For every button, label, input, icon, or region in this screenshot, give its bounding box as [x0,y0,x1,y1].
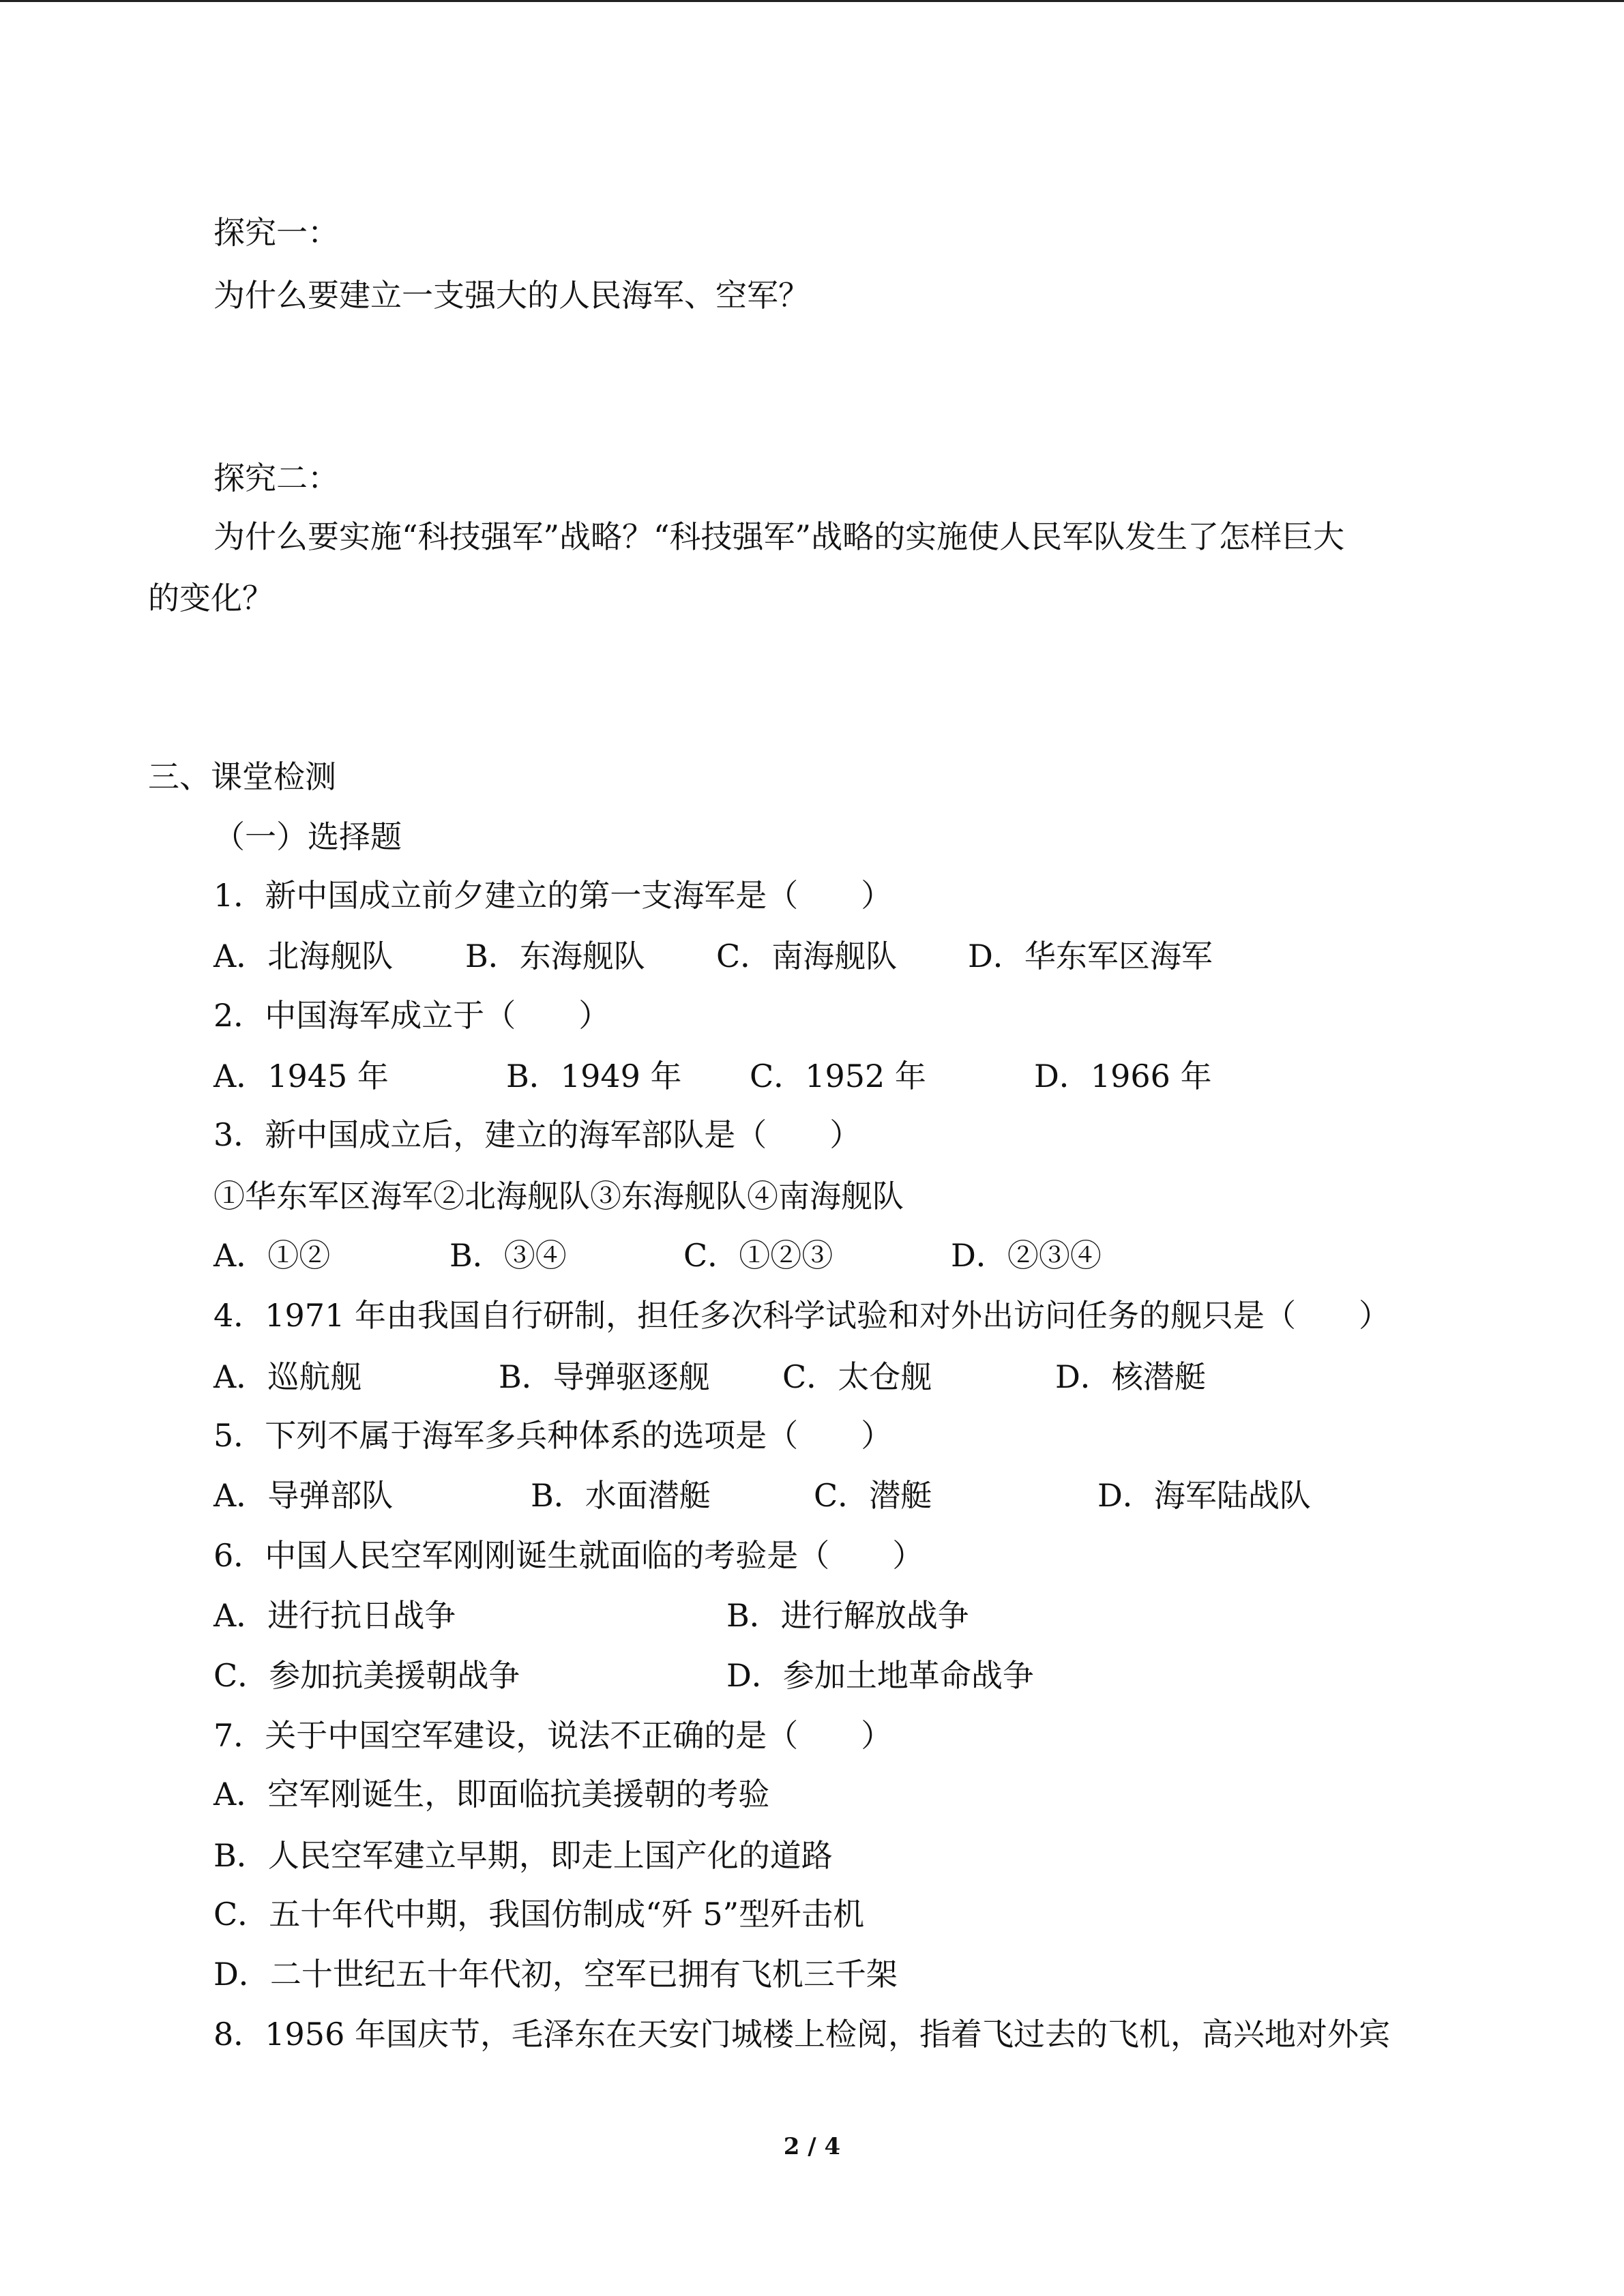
question-7-option-a: A．空军刚诞生，即面临抗美援朝的考验 [213,1776,770,1813]
question-6-options-row2 [213,1656,1373,1695]
question-1-option-c: C．南海舰队 [716,938,898,974]
question-6-stem: 6．中国人民空军刚刚诞生就面临的考验是（ ） [213,1537,924,1574]
question-3-options [213,1236,1373,1274]
inquiry-2-question-line2: 的变化？ [148,580,274,616]
page-top-border [0,0,1624,2]
question-4-options [213,1358,1373,1396]
question-3-note: ①华东军区海军②北海舰队③东海舰队④南海舰队 [213,1178,904,1214]
inquiry-2-title: 探究二： [213,460,339,496]
question-4-option-c: C．太仓舰 [782,1358,932,1395]
question-2-option-b: B．1949 年 [506,1058,682,1094]
question-2-option-c: C．1952 年 [750,1058,926,1094]
question-3-option-a: A．①② [213,1237,331,1274]
question-5-option-d: D．海军陆战队 [1097,1477,1311,1514]
question-1-options [213,937,1373,975]
inquiry-1-title: 探究一： [213,214,339,251]
section-heading: 三、课堂检测 [148,758,336,795]
inquiry-1-question: 为什么要建立一支强大的人民海军、空军？ [213,277,810,314]
question-4-option-a: A．巡航舰 [213,1358,362,1395]
question-5-option-c: C．潜艇 [814,1477,932,1514]
question-3-stem: 3．新中国成立后，建立的海军部队是（ ） [213,1116,861,1153]
question-4-option-b: B．导弹驱逐舰 [499,1358,710,1395]
question-5-stem: 5．下列不属于海军多兵种体系的选项是（ ） [213,1417,893,1454]
question-2-stem: 2．中国海军成立于（ ） [213,997,610,1034]
question-1-option-d: D．华东军区海军 [968,938,1213,974]
question-5-option-a: A．导弹部队 [213,1477,394,1514]
question-5-options [213,1476,1373,1515]
question-1-option-a: A．北海舰队 [213,938,394,974]
question-2-options [213,1057,1373,1095]
question-6-option-b: B．进行解放战争 [726,1597,969,1634]
question-4-option-d: D．核潜艇 [1055,1358,1206,1395]
question-5-option-b: B．水面潜艇 [531,1477,711,1514]
inquiry-2-question-line1: 为什么要实施“科技强军”战略？“科技强军”战略的实施使人民军队发生了怎样巨大 [213,518,1345,555]
question-8-stem: 8．1956 年国庆节，毛泽东在天安门城楼上检阅，指着飞过去的飞机，高兴地对外宾 [213,2016,1390,2053]
question-4-stem: 4．1971 年由我国自行研制，担任多次科学试验和对外出访问任务的舰只是（ ） [213,1297,1390,1334]
question-6-options-row1 [213,1596,1373,1635]
question-2-option-a: A．1945 年 [213,1058,389,1094]
question-7-stem: 7．关于中国空军建设，说法不正确的是（ ） [213,1717,893,1754]
question-7-option-b: B．人民空军建立早期，即走上国产化的道路 [213,1837,833,1874]
question-6-option-d: D．参加土地革命战争 [726,1657,1034,1694]
question-6-option-c: C．参加抗美援朝战争 [213,1657,520,1694]
question-2-option-d: D．1966 年 [1034,1058,1212,1094]
page-number: 2 / 4 [783,2133,841,2160]
question-7-option-c: C．五十年代中期，我国仿制成“歼 5”型歼击机 [213,1896,865,1933]
section-subheading: （一）选择题 [213,818,402,855]
question-6-option-a: A．进行抗日战争 [213,1597,456,1634]
question-3-option-b: B．③④ [449,1237,567,1274]
question-3-option-d: D．②③④ [951,1237,1102,1274]
question-7-option-d: D．二十世纪五十年代初，空军已拥有飞机三千架 [213,1956,898,1993]
question-1-stem: 1．新中国成立前夕建立的第一支海军是（ ） [213,877,893,914]
question-3-option-c: C．①②③ [683,1237,833,1274]
question-1-option-b: B．东海舰队 [465,938,645,974]
